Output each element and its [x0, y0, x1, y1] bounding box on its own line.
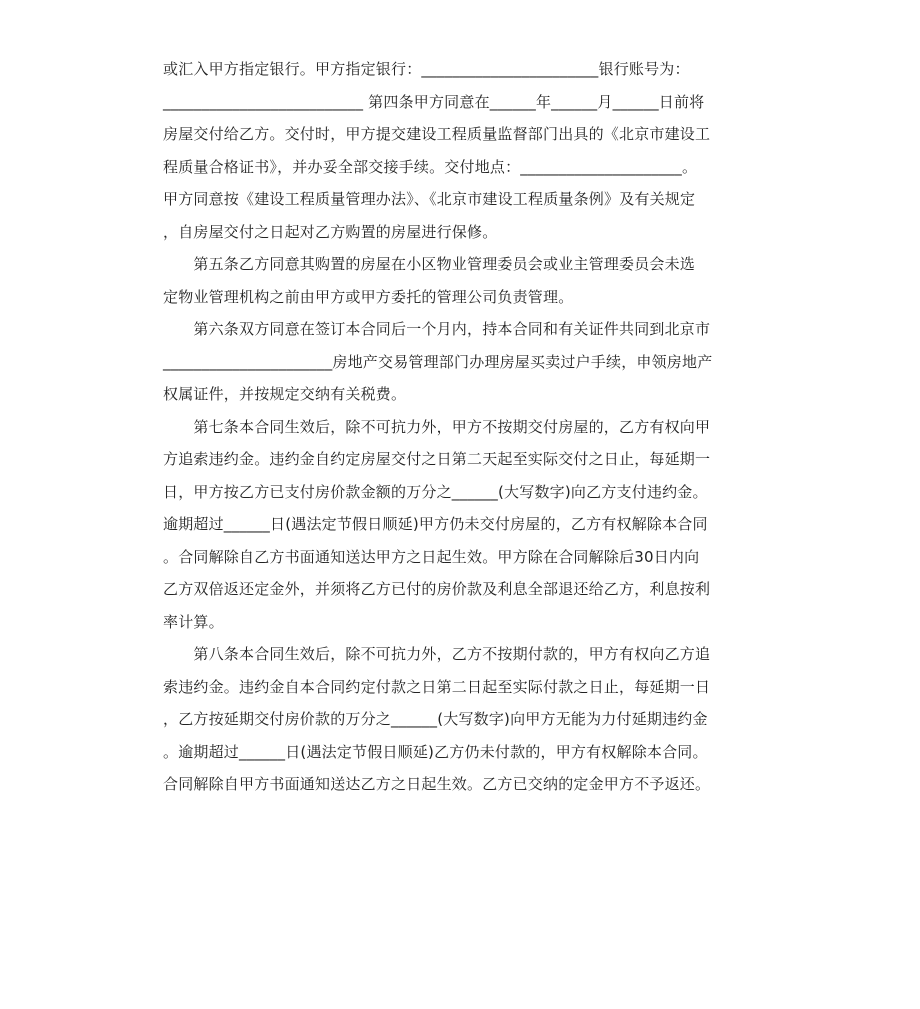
text-line: 率计算。 — [163, 612, 224, 631]
contract-text-block — [163, 53, 763, 801]
text-line: 第七条本合同生效后，除不可抗力外，甲方不按期交付房屋的，乙方有权向甲 — [163, 417, 711, 436]
text-line: 方追索违约金。违约金自约定房屋交付之日第二天起至实际交付之日止，每延期一 — [163, 450, 711, 468]
text-line: 权属证件，并按规定交纳有关税费。 — [163, 385, 407, 403]
text-line: 合同解除自甲方书面通知送达乙方之日起生效。乙方已交纳的定金甲方不予返还。 — [163, 775, 711, 793]
text-line: 。逾期超过______日(遇法定节假日顺延)乙方仍未付款的，甲方有权解除本合同。 — [163, 742, 708, 761]
text-line: 逾期超过______日(遇法定节假日顺延)甲方仍未交付房屋的，乙方有权解除本合同 — [163, 515, 708, 533]
text-line: ，自房屋交付之日起对乙方购置的房屋进行保修。 — [163, 222, 498, 241]
text-line: 程质量合格证书》，并办妥全部交接手续。交付地点：_____________________。 — [163, 157, 698, 176]
text-line: 索违约金。违约金自本合同约定付款之日第二日起至实际付款之日止，每延期一日 — [163, 677, 711, 696]
text-line: 房屋交付给乙方。交付时，甲方提交建设工程质量监督部门出具的《北京市建设工 — [163, 125, 711, 143]
text-line: 。合同解除自乙方书面通知送达甲方之日起生效。甲方除在合同解除后30日内向 — [163, 547, 700, 566]
text-line: ______________________房地产交易管理部门办理房屋买卖过户手续，申领房地产 — [163, 352, 713, 371]
text-line: 定物业管理机构之前由甲方或甲方委托的管理公司负责管理。 — [163, 287, 574, 306]
text-line: 第八条本合同生效后，除不可抗力外，乙方不按期付款的，甲方有权向乙方追 — [163, 645, 711, 663]
text-line: 第五条乙方同意其购置的房屋在小区物业管理委员会或业主管理委员会未选 — [163, 255, 696, 273]
text-line: 乙方双倍返还定金外，并须将乙方已付的房价款及利息全部退还给乙方，利息按利 — [163, 580, 711, 598]
text-line: ，乙方按延期交付房价款的万分之______(大写数字)向甲方无能为力付延期违约金 — [163, 710, 708, 728]
text-line: __________________________ 第四条甲方同意在______年______月______日前将 — [163, 92, 705, 111]
text-line: 或汇入甲方指定银行。甲方指定银行：_______________________银行账号为： — [163, 60, 690, 78]
text-line: 第六条双方同意在签订本合同后一个月内，持本合同和有关证件共同到北京市 — [163, 320, 711, 338]
text-line: 甲方同意按《建设工程质量管理办法》、《北京市建设工程质量条例》及有关规定 — [163, 190, 696, 208]
text-line: 日，甲方按乙方已支付房价款金额的万分之______(大写数字)向乙方支付违约金。 — [163, 482, 708, 501]
